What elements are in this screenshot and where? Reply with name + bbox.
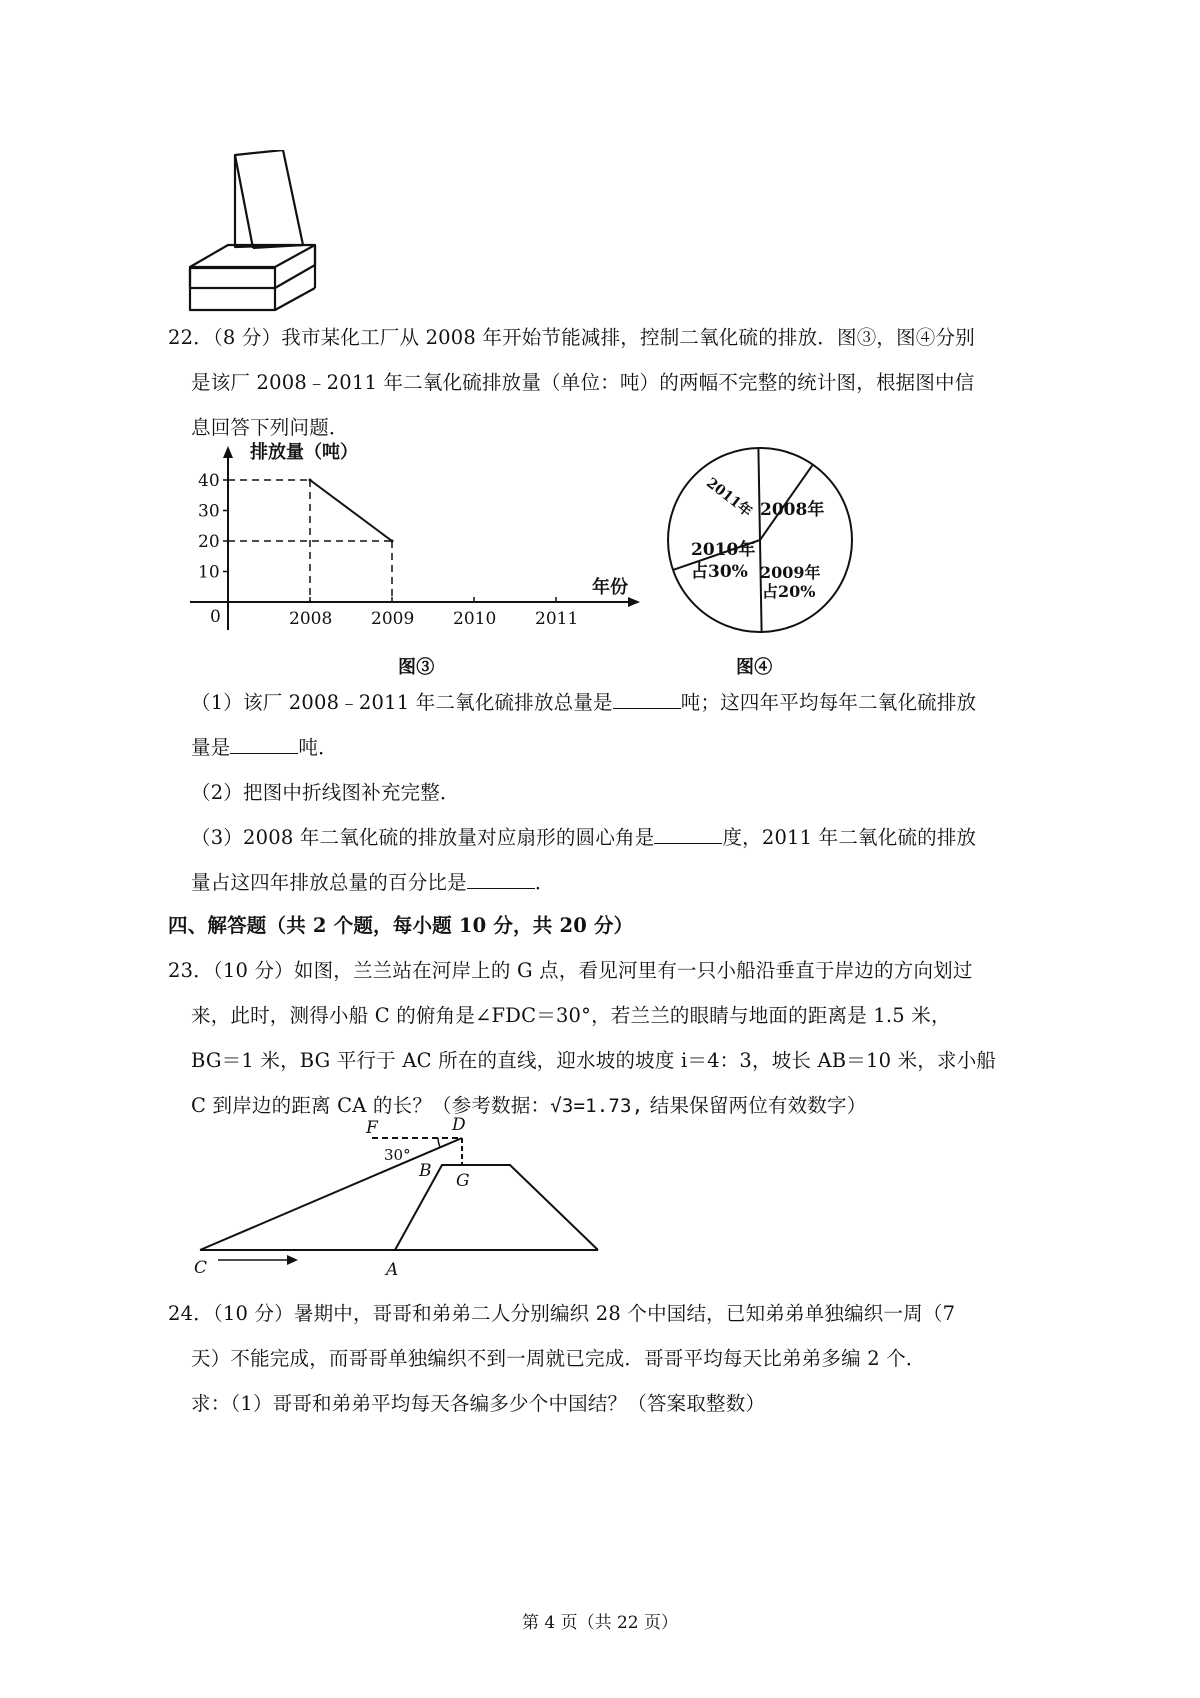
q23-line1: 23．（10 分）如图，兰兰站在河岸上的 G 点，看见河里有一只小船沿垂直于岸边的方向划过 [168, 959, 973, 982]
y-tick-label-10: 10 [198, 562, 220, 583]
q22-sub3-part-c: 量占这四年排放总量的百分比是 [191, 871, 467, 894]
q22-sub1-part-d: 吨． [298, 736, 338, 759]
q24-line3: 求：（1）哥哥和弟弟平均每天各编多少个中国结？（答案取整数） [191, 1392, 766, 1415]
line-chart-origin: 0 [210, 607, 221, 627]
pie-chart-caption: 图④ [736, 657, 773, 678]
pie-label-2010-year: 2010年 [691, 540, 756, 560]
q22-line1: 22．（8 分）我市某化工厂从 2008 年开始节能减排，控制二氧化硫的排放．图③，图④分别 [168, 326, 975, 349]
x-tick-label-2011: 2011 [535, 609, 579, 629]
q23-line4-part-a: C 到岸边的距离 CA 的长？（参考数据： [191, 1094, 551, 1117]
pie-label-2009-percent: 占20% [762, 582, 816, 601]
label-angle: 30° [384, 1146, 411, 1164]
q24-line1: 24．（10 分）暑期中，哥哥和弟弟二人分别编织 28 个中国结，已知弟弟单独编织一周（7 [168, 1302, 956, 1325]
sqrt-reference: √3=1.73, [550, 1095, 644, 1117]
y-tick-label-30: 30 [198, 501, 220, 522]
q22-sub1-part-a: （1）该厂 2008﹣2011 年二氧化硫排放总量是 [191, 691, 613, 714]
q24-line2: 天）不能完成，而哥哥单独编织不到一周就已完成．哥哥平均每天比弟弟多编 2 个． [191, 1347, 926, 1370]
label-C: C [194, 1258, 208, 1278]
q23-line4-part-b: 结果保留两位有效数字） [649, 1094, 867, 1117]
pie-chart [660, 440, 860, 640]
q22-sub3-part-b: 度，2011 年二氧化硫的排放 [722, 826, 977, 849]
q22-sub3-line2 [191, 867, 555, 895]
section-4-heading: 四、解答题（共 2 个题，每小题 10 分，共 20 分） [168, 914, 634, 937]
line-chart [190, 440, 650, 680]
q22-sub1-part-b: 吨；这四年平均每年二氧化硫排放 [680, 691, 977, 714]
x-tick-label-2008: 2008 [289, 609, 333, 629]
pie-label-2008: 2008年 [760, 500, 825, 520]
arrow-head-icon [287, 1255, 298, 1265]
series-segment [310, 480, 392, 541]
q22-sub3-part-d: ． [534, 871, 555, 894]
answer-blank-angle[interactable] [654, 823, 722, 844]
line-chart-xlabel: 年份 [592, 577, 628, 598]
label-A: A [386, 1260, 399, 1280]
label-B: B [419, 1161, 432, 1181]
answer-blank-average[interactable] [230, 733, 298, 754]
x-tick-label-2009: 2009 [371, 609, 415, 629]
label-D: D [452, 1115, 466, 1135]
q22-sub3-part-a: （3）2008 年二氧化硫的排放量对应扇形的圆心角是 [191, 826, 655, 849]
q22-sub2: （2）把图中折线图补充完整． [191, 781, 460, 804]
page-footer: 第 4 页（共 22 页） [521, 1613, 679, 1633]
pie-label-2010-percent: 占30% [691, 562, 748, 582]
y-axis-arrow-icon [223, 446, 233, 458]
q22-sub3-line1 [191, 822, 976, 850]
solid-figure [180, 150, 340, 330]
q23-line3: BG＝1 米，BG 平行于 AC 所在的直线，迎水坡的坡度 i＝4：3，坡长 AB＝10 米，求小船 [191, 1049, 997, 1072]
pie-divider-3 [758, 448, 760, 540]
q22-sub1-line2 [191, 732, 338, 760]
y-tick-label-20: 20 [198, 532, 220, 552]
q23-line2: 来，此时，测得小船 C 的俯角是∠FDC＝30°，若兰兰的眼睛与地面的距离是 1.5 米， [191, 1004, 951, 1027]
label-F: F [366, 1118, 378, 1138]
river-bank-figure [190, 1110, 620, 1285]
q22-sub1-part-c: 量是 [191, 736, 231, 759]
q22-line3: 息回答下列问题． [191, 416, 349, 439]
label-G: G [456, 1171, 470, 1191]
line-chart-ylabel: 排放量（吨） [250, 442, 358, 463]
line-chart-caption: 图③ [398, 657, 435, 678]
y-tick-label-40: 40 [198, 471, 220, 491]
q22-sub1-line1 [191, 687, 976, 715]
pie-label-2011: 2011年 [703, 475, 755, 521]
q22-line2: 是该厂 2008﹣2011 年二氧化硫排放量（单位：吨）的两幅不完整的统计图，根据图中信 [191, 371, 975, 394]
answer-blank-total[interactable] [613, 688, 681, 709]
x-tick-label-2010: 2010 [453, 609, 497, 629]
answer-blank-percent[interactable] [467, 868, 535, 889]
x-axis-arrow-icon [628, 597, 640, 607]
pie-label-2009-year: 2009年 [760, 563, 821, 582]
